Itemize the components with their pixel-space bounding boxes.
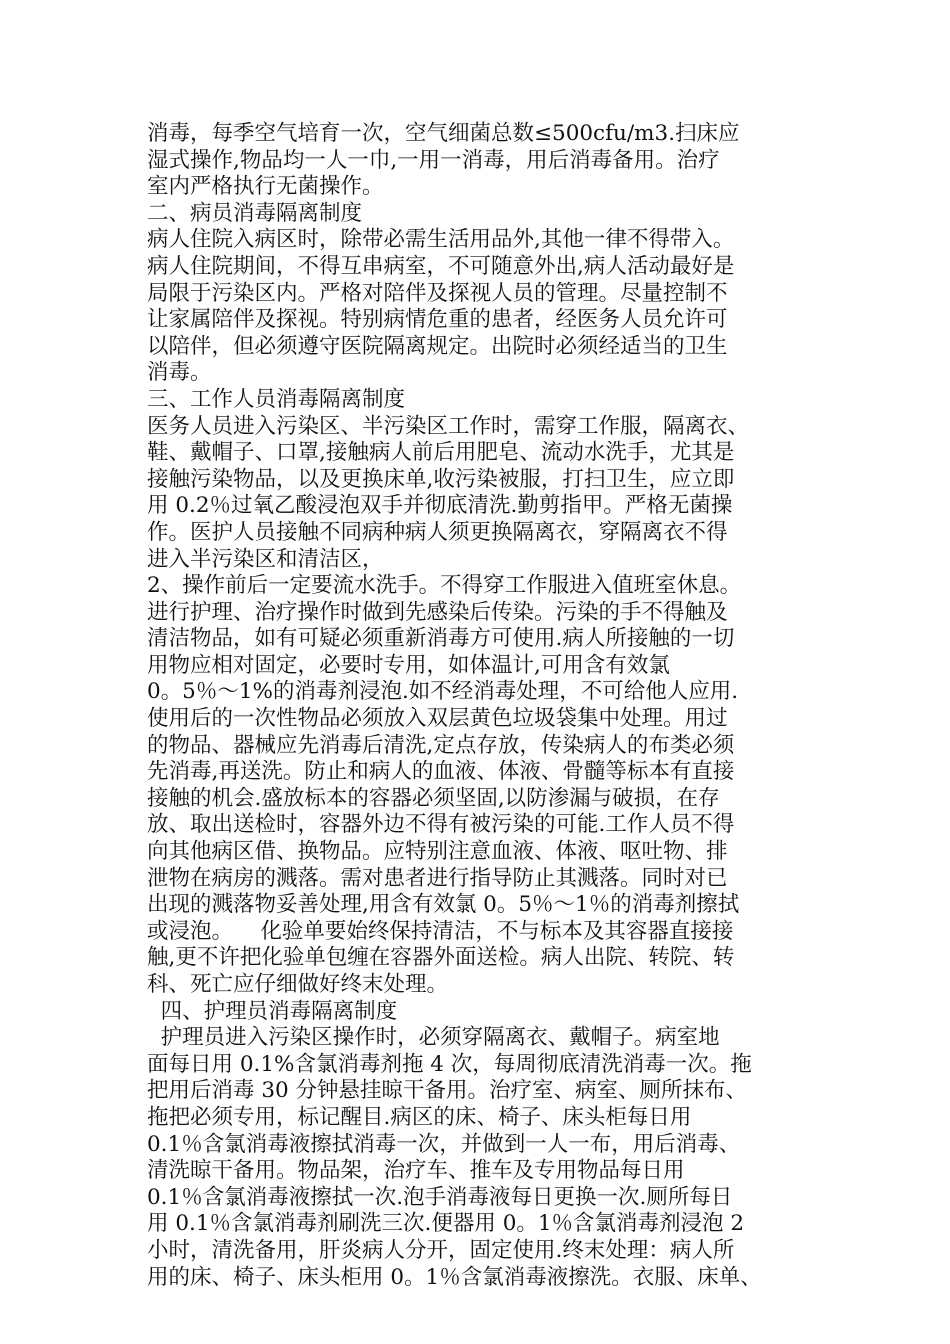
text-line: 鞋、戴帽子、口罩,接触病人前后用肥皂、流动水洗手，尤其是 bbox=[147, 440, 735, 466]
text-line: 2、操作前后一定要流水洗手。不得穿工作服进入值班室休息。 bbox=[147, 573, 742, 599]
text-line: 医务人员进入污染区、半污染区工作时，需穿工作服，隔离衣、 bbox=[147, 413, 750, 439]
text-line: 病人住院入病区时，除带必需生活用品外,其他一律不得带入。 bbox=[147, 227, 735, 253]
text-line: 用的床、椅子、床头柜用 0。1％含氯消毒液擦洗。衣服、床单、 bbox=[147, 1264, 762, 1290]
text-line: 让家属陪伴及探视。特别病情危重的患者，经医务人员允许可 bbox=[147, 307, 728, 333]
text-line: 消毒。 bbox=[147, 360, 212, 386]
text-line: 以陪伴，但必须遵守医院隔离规定。出院时必须经适当的卫生 bbox=[147, 333, 728, 359]
text-line: 室内严格执行无菌操作。 bbox=[147, 174, 384, 200]
text-line: 先消毒,再送洗。防止和病人的血液、体液、骨髓等标本有直接 bbox=[147, 759, 735, 785]
text-line: 作。医护人员接触不同病种病人须更换隔离衣，穿隔离衣不得 bbox=[147, 519, 728, 545]
text-line: 湿式操作,物品均一人一巾,一用一消毒，用后消毒备用。治疗 bbox=[147, 147, 720, 173]
text-line: 接触的机会.盛放标本的容器必须坚固,以防渗漏与破损，在存 bbox=[147, 785, 720, 811]
text-line bbox=[147, 1291, 827, 1318]
text-line: 接触污染物品，以及更换床单,收污染被服，打扫卫生，应立即 bbox=[147, 466, 735, 492]
section-heading: 四、护理员消毒隔离制度 bbox=[147, 998, 398, 1024]
text-line: 触,更不许把化验单包缠在容器外面送检。病人出院、转院、转 bbox=[147, 945, 735, 971]
text-line: 用 0.2％过氧乙酸浸泡双手并彻底清洗.勤剪指甲。严格无菌操 bbox=[147, 493, 733, 519]
text-line: 使用后的一次性物品必须放入双层黄色垃圾袋集中处理。用过 bbox=[147, 706, 728, 732]
text-line: 泄物在病房的溅落。需对患者进行指导防止其溅落。同时对已 bbox=[147, 865, 728, 891]
text-line: 0。5％～1%的消毒剂浸泡.如不经消毒处理，不可给他人应用. bbox=[147, 679, 739, 705]
section-heading: 三、工作人员消毒隔离制度 bbox=[147, 386, 406, 412]
text-line: 小时，清洗备用，肝炎病人分开，固定使用.终末处理：病人所 bbox=[147, 1237, 735, 1263]
text-line: 清洁物品，如有可疑必须重新消毒方可使用.病人所接触的一切 bbox=[147, 626, 735, 652]
text-line: 用 0.1％含氯消毒剂刷洗三次.便器用 0。1％含氯消毒剂浸泡 2 bbox=[147, 1211, 745, 1237]
text-line: 放、取出送检时，容器外边不得有被污染的可能.工作人员不得 bbox=[147, 812, 735, 838]
text-line: 或浸泡。 化验单要始终保持清洁，不与标本及其容器直接接 bbox=[147, 918, 734, 944]
text-line: 病人住院期间，不得互串病室，不可随意外出,病人活动最好是 bbox=[147, 253, 735, 279]
text-line: 局限于污染区内。严格对陪伴及探视人员的管理。尽量控制不 bbox=[147, 280, 728, 306]
text-line: 面每日用 0.1%含氯消毒剂拖 4 次，每周彻底清洗消毒一次。拖 bbox=[147, 1051, 752, 1077]
text-line: 护理员进入污染区操作时，必须穿隔离衣、戴帽子。病室地 bbox=[147, 1025, 720, 1051]
text-line: 清洗晾干备用。物品架，治疗车、推车及专用物品每日用 bbox=[147, 1158, 685, 1184]
text-line: 进行护理、治疗操作时做到先感染后传染。污染的手不得触及 bbox=[147, 599, 728, 625]
text-line: 出现的溅落物妥善处理,用含有效氯 0。5％～1％的消毒剂擦拭 bbox=[147, 892, 740, 918]
text-line: 用物应相对固定，必要时专用，如体温计,可用含有效氯 bbox=[147, 652, 670, 678]
document-body bbox=[147, 121, 827, 1318]
text-line: 把用后消毒 30 分钟悬挂晾干备用。治疗室、病室、厕所抹布、 bbox=[147, 1078, 748, 1104]
section-heading: 二、病员消毒隔离制度 bbox=[147, 200, 363, 226]
text-line: 消毒，每季空气培育一次，空气细菌总数≤500cfu/m3.扫床应 bbox=[147, 121, 740, 146]
text-line: 进入半污染区和清洁区， bbox=[147, 546, 384, 572]
text-line: 拖把必须专用，标记醒目.病区的床、椅子、床头柜每日用 bbox=[147, 1104, 692, 1130]
text-line: 的物品、器械应先消毒后清洗,定点存放，传染病人的布类必须 bbox=[147, 732, 735, 758]
text-line: 向其他病区借、换物品。应特别注意血液、体液、呕吐物、排 bbox=[147, 839, 728, 865]
text-line: 0.1％含氯消毒液擦拭一次.泡手消毒液每日更换一次.厕所每日 bbox=[147, 1184, 733, 1210]
text-line: 科、死亡应仔细做好终末处理。 bbox=[147, 972, 449, 997]
text-line: 0.1％含氯消毒液擦拭消毒一次，并做到一人一布，用后消毒、 bbox=[147, 1131, 741, 1157]
